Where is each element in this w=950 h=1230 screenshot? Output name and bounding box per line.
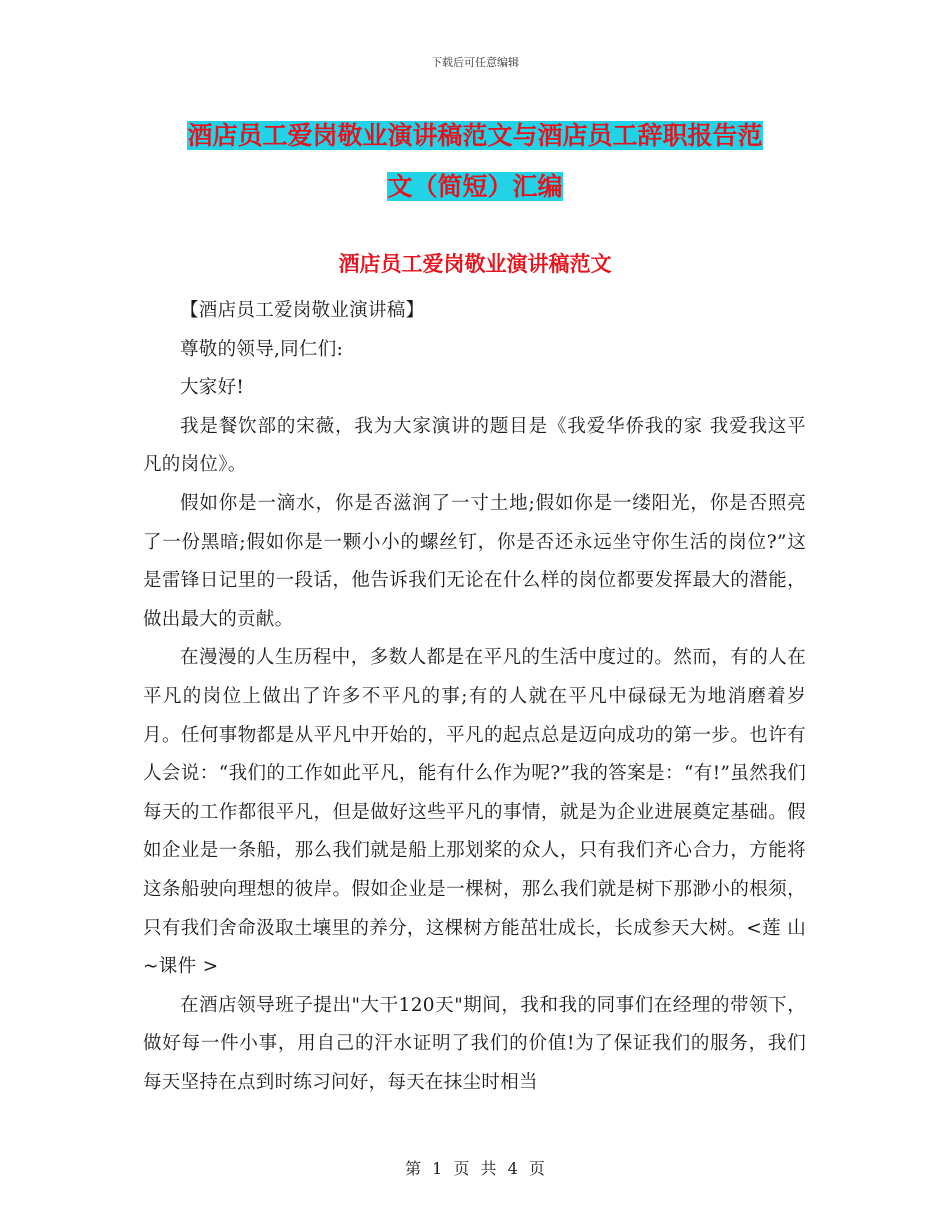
document-body [143, 292, 806, 1102]
title-line-1: 酒店员工爱岗敬业演讲稿范文与酒店员工辞职报告范 [187, 121, 763, 150]
paragraph: 在漫漫的人生历程中，多数人都是在平凡的生活中度过的。然而，有的人在平凡的岗位上做出了许多不平凡的事;有的人就在平凡中碌碌无为地消磨着岁月。任何事物都是从平凡中开始的，平凡的起点总是迈向成功的第一步。也许有人会说：“我们的工作如此平凡，能有什么作为呢?”我的答案是：“有!”虽然我们每天的工作都很平凡，但是做好这些平凡的事情，就是为企业进展奠定基础。假如企业是一条船，那么我们就是船上那划桨的众人，只有我们齐心合力，方能将这条船驶向理想的彼岸。假如企业是一棵树，那么我们就是树下那渺小的根须，只有我们舍命汲取土壤里的养分，这棵树方能茁壮成长，长成参天大树。<莲 山~课件 > [143, 647, 806, 978]
document-title [140, 110, 810, 212]
paragraph: 假如你是一滴水，你是否滋润了一寸土地;假如你是一缕阳光，你是否照亮了一份黑暗;假如你是一颗小小的螺丝钉，你是否还永远坐守你生活的岗位?”这是雷锋日记里的一段话，他告诉我们无论在什么样的岗位都要发挥最大的潜能，做出最大的贡献。 [143, 492, 806, 630]
paragraph: 我是餐饮部的宋薇，我为大家演讲的题目是《我爱华侨我的家 我爱我这平凡的岗位》。 [143, 415, 806, 476]
paragraph: 在酒店领导班子提出"大干120天"期间，我和我的同事们在经理的带领下，做好每一件小事，用自己的汗水证明了我们的价值!为了保证我们的服务，我们每天坚持在点到时练习问好，每天在抹尘时相当 [143, 994, 806, 1093]
header-note: 下载后可任意编辑 [431, 56, 519, 69]
paragraph: 尊敬的领导,同仁们: [180, 338, 344, 360]
title-line-2: 文（简短）汇编 [387, 172, 563, 201]
section-title: 酒店员工爱岗敬业演讲稿范文 [338, 252, 612, 276]
paragraph: 【酒店员工爱岗敬业演讲稿】 [180, 300, 425, 321]
paragraph: 大家好! [180, 377, 245, 399]
page-footer: 第 1 页 共 4 页 [405, 1159, 545, 1178]
